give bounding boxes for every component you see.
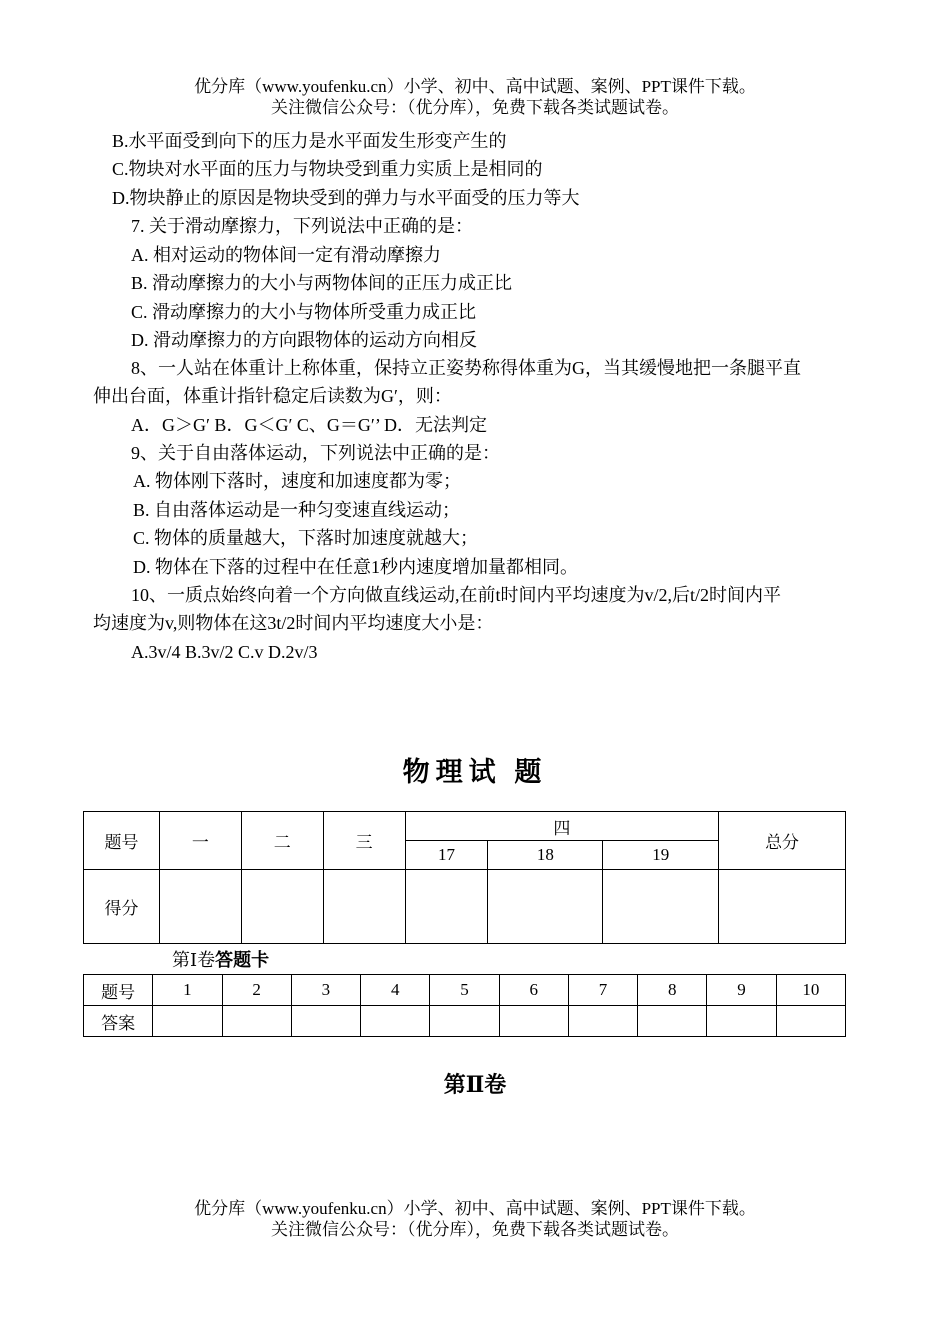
answer-card-number: 7: [568, 975, 637, 1006]
answer-card-number: 3: [291, 975, 360, 1006]
answer-card-number: 1: [153, 975, 222, 1006]
score-table-total: 总分: [719, 812, 846, 870]
score-cell: [241, 870, 323, 944]
score-table-label-score: 得分: [84, 870, 160, 944]
q9-option-a: A. 物体刚下落时，速度和加速度都为零；: [133, 471, 461, 491]
q7-stem: 7. 关于滑动摩擦力，下列说法中正确的是：: [131, 216, 473, 236]
answer-card-number: 6: [499, 975, 568, 1006]
answer-card-number: 2: [222, 975, 291, 1006]
q10-stem-line-1: 10、一质点始终向着一个方向做直线运动,在前t时间内平均速度为v/2,后t/2时间内平: [131, 585, 782, 605]
score-table-sub-17: 17: [405, 841, 488, 870]
answer-cell: [568, 1006, 637, 1037]
score-table-col-3: 三: [323, 812, 405, 870]
score-table-col-4: 四: [405, 812, 719, 841]
footer-line-1: 优分库（www.youfenku.cn）小学、初中、高中试题、案例、PPT课件下载。: [194, 1199, 756, 1218]
answer-cell: [291, 1006, 360, 1037]
q8-options: A．G＞G′ B．G＜G′ C、G＝G′’ D．无法判定: [131, 415, 487, 435]
q8-stem-line-1: 8、一人站在体重计上称体重，保持立正姿势称得体重为G，当其缓慢地把一条腿平直: [131, 358, 801, 378]
answer-card-label: [172, 946, 269, 972]
score-table-sub-19: 19: [603, 841, 719, 870]
answer-card-label-answer: 答案: [84, 1006, 153, 1037]
section-2-title: 第Ⅱ卷: [443, 1072, 507, 1097]
score-cell: [159, 870, 241, 944]
score-cell: [603, 870, 719, 944]
q9-option-d: D. 物体在下落的过程中在任意1秒内速度增加量都相同。: [133, 557, 578, 577]
q10-stem-line-2: 均速度为v,则物体在这3t/2时间内平均速度大小是：: [93, 613, 494, 633]
header-line-2: 关注微信公众号：（优分库），免费下载各类试题试卷。: [271, 98, 679, 117]
score-table-label-number: 题号: [84, 812, 160, 870]
score-cell: [719, 870, 846, 944]
header-line-1: 优分库（www.youfenku.cn）小学、初中、高中试题、案例、PPT课件下载。: [194, 77, 756, 96]
footer-line-2: 关注微信公众号：（优分库），免费下载各类试题试卷。: [271, 1220, 679, 1239]
answer-card-label-number: 题号: [84, 975, 153, 1006]
score-table-col-2: 二: [241, 812, 323, 870]
q6-option-b: B.水平面受到向下的压力是水平面发生形变产生的: [112, 131, 507, 151]
answer-cell: [776, 1006, 845, 1037]
score-table-sub-18: 18: [488, 841, 603, 870]
score-table-col-1: 一: [159, 812, 241, 870]
q7-option-a: A. 相对运动的物体间一定有滑动摩擦力: [131, 245, 441, 265]
score-cell: [323, 870, 405, 944]
score-cell: [405, 870, 488, 944]
answer-card-number: 4: [361, 975, 430, 1006]
q9-option-c: C. 物体的质量越大，下落时加速度就越大；: [133, 528, 479, 548]
q6-option-d: D.物块静止的原因是物块受到的弹力与水平面受的压力等大: [112, 188, 580, 208]
answer-card-table: [83, 974, 846, 1037]
answer-cell: [153, 1006, 222, 1037]
answer-cell: [707, 1006, 776, 1037]
q9-option-b: B. 自由落体运动是一种匀变速直线运动；: [133, 500, 461, 520]
score-cell: [488, 870, 603, 944]
page-title: 物理试 题: [402, 757, 548, 787]
answer-cell: [361, 1006, 430, 1037]
q7-option-b: B. 滑动摩擦力的大小与两物体间的正压力成正比: [131, 273, 513, 293]
q7-option-d: D. 滑动摩擦力的方向跟物体的运动方向相反: [131, 330, 477, 350]
answer-card-number: 8: [638, 975, 707, 1006]
answer-cell: [499, 1006, 568, 1037]
q10-options: A.3v/4 B.3v/2 C.v D.2v/3: [131, 642, 318, 662]
answer-cell: [638, 1006, 707, 1037]
answer-card-number: 9: [707, 975, 776, 1006]
q9-stem: 9、关于自由落体运动，下列说法中正确的是：: [131, 443, 500, 463]
answer-cell: [430, 1006, 499, 1037]
answer-card-label-prefix: 第Ⅰ卷: [172, 950, 216, 970]
answer-card-label-bold: 答题卡: [215, 950, 270, 970]
answer-card-number: 10: [776, 975, 845, 1006]
score-table: [83, 811, 846, 944]
answer-cell: [222, 1006, 291, 1037]
answer-card-number: 5: [430, 975, 499, 1006]
q8-stem-line-2: 伸出台面，体重计指针稳定后读数为G′，则：: [93, 386, 452, 406]
q6-option-c: C.物块对水平面的压力与物块受到重力实质上是相同的: [112, 159, 543, 179]
q7-option-c: C. 滑动摩擦力的大小与物体所受重力成正比: [131, 302, 477, 322]
